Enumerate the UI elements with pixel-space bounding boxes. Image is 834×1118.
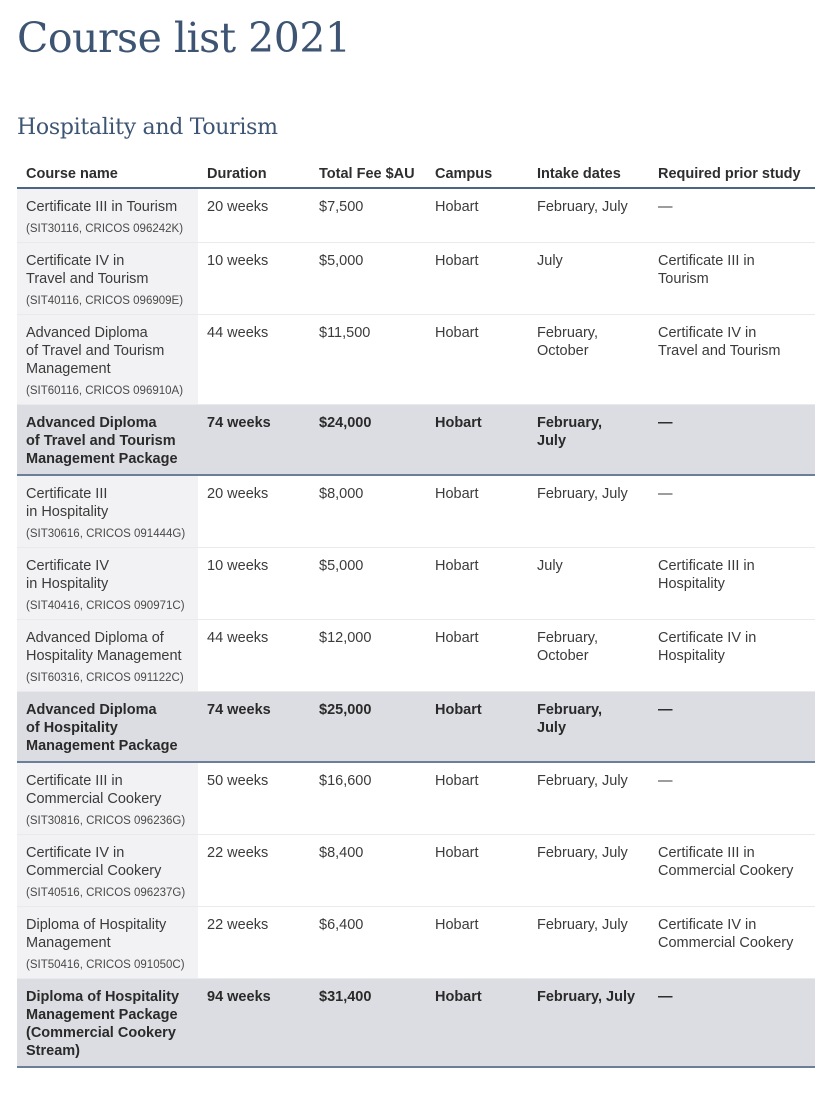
- campus-cell: Hobart: [426, 475, 528, 548]
- course-name: Certificate III in Hospitality: [26, 486, 109, 520]
- required-prior-study-cell: —: [649, 762, 815, 835]
- header-course-name: Course name: [17, 160, 198, 188]
- total-fee-cell: $16,600: [310, 762, 426, 835]
- total-fee-cell: $11,500: [310, 315, 426, 405]
- campus-cell: Hobart: [426, 692, 528, 763]
- course-name-cell: [17, 405, 198, 476]
- table-row: [17, 835, 815, 907]
- course-table: [17, 160, 815, 1068]
- course-name: Certificate III in Tourism: [26, 199, 178, 215]
- duration-cell: 20 weeks: [198, 188, 310, 243]
- campus-cell: Hobart: [426, 762, 528, 835]
- duration-cell: 74 weeks: [198, 692, 310, 763]
- header-total-fee: Total Fee $AU: [310, 160, 426, 188]
- intake-dates-cell: February, July: [528, 188, 649, 243]
- required-prior-study-cell: —: [649, 188, 815, 243]
- total-fee-cell: $5,000: [310, 548, 426, 620]
- intake-dates-cell: July: [528, 548, 649, 620]
- course-name-cell: [17, 692, 198, 763]
- duration-cell: 22 weeks: [198, 907, 310, 979]
- course-name-cell: [17, 762, 198, 835]
- campus-cell: Hobart: [426, 907, 528, 979]
- intake-dates-cell: February, July: [528, 762, 649, 835]
- package-row: [17, 979, 815, 1068]
- course-name-cell: [17, 315, 198, 405]
- total-fee-cell: $8,000: [310, 475, 426, 548]
- campus-cell: Hobart: [426, 405, 528, 476]
- required-prior-study-cell: Certificate III in Hospitality: [649, 548, 815, 620]
- course-name: Certificate III in Commercial Cookery: [26, 773, 162, 807]
- campus-cell: Hobart: [426, 188, 528, 243]
- header-intake-dates: Intake dates: [528, 160, 649, 188]
- campus-cell: Hobart: [426, 620, 528, 692]
- duration-cell: 44 weeks: [198, 315, 310, 405]
- table-row: [17, 548, 815, 620]
- header-required-prior-study: Required prior study: [649, 160, 815, 188]
- table-row: [17, 762, 815, 835]
- table-header-row: [17, 160, 815, 188]
- course-name-cell: [17, 907, 198, 979]
- required-prior-study-cell: —: [649, 405, 815, 476]
- course-code: (SIT30816, CRICOS 096236G): [26, 815, 186, 827]
- intake-dates-cell: February, July: [528, 475, 649, 548]
- intake-dates-cell: February, July: [528, 835, 649, 907]
- intake-dates-cell: February, July: [528, 405, 649, 476]
- intake-dates-cell: February, July: [528, 692, 649, 763]
- duration-cell: 20 weeks: [198, 475, 310, 548]
- duration-cell: 94 weeks: [198, 979, 310, 1068]
- required-prior-study-cell: Certificate IV in Commercial Cookery: [649, 907, 815, 979]
- course-code: (SIT40516, CRICOS 096237G): [26, 887, 186, 899]
- total-fee-cell: $31,400: [310, 979, 426, 1068]
- required-prior-study-cell: Certificate IV in Travel and Tourism: [649, 315, 815, 405]
- required-prior-study-cell: Certificate IV in Hospitality: [649, 620, 815, 692]
- intake-dates-cell: February, October: [528, 620, 649, 692]
- required-prior-study-cell: —: [649, 979, 815, 1068]
- intake-dates-cell: February, July: [528, 979, 649, 1068]
- campus-cell: Hobart: [426, 979, 528, 1068]
- course-name-cell: [17, 188, 198, 243]
- course-name-cell: [17, 620, 198, 692]
- course-code: (SIT50416, CRICOS 091050C): [26, 959, 185, 971]
- duration-cell: 22 weeks: [198, 835, 310, 907]
- course-code: (SIT30116, CRICOS 096242K): [26, 223, 184, 235]
- duration-cell: 10 weeks: [198, 548, 310, 620]
- intake-dates-cell: February, October: [528, 315, 649, 405]
- total-fee-cell: $8,400: [310, 835, 426, 907]
- course-name-cell: [17, 243, 198, 315]
- package-row: [17, 692, 815, 763]
- course-code: (SIT30616, CRICOS 091444G): [26, 528, 186, 540]
- page-title: Course list 2021: [17, 14, 351, 62]
- total-fee-cell: $7,500: [310, 188, 426, 243]
- table-body: [17, 188, 815, 1067]
- package-row: [17, 405, 815, 476]
- course-name: Advanced Diploma of Travel and Tourism Management Package: [26, 415, 178, 467]
- required-prior-study-cell: —: [649, 692, 815, 763]
- course-name: Advanced Diploma of Hospitality Management Package: [26, 702, 178, 754]
- course-name: Advanced Diploma of Hospitality Management: [26, 630, 182, 664]
- total-fee-cell: $6,400: [310, 907, 426, 979]
- total-fee-cell: $12,000: [310, 620, 426, 692]
- course-name-cell: [17, 475, 198, 548]
- intake-dates-cell: February, July: [528, 907, 649, 979]
- course-name: Diploma of Hospitality Management Package (Commercial Cookery Stream): [26, 989, 180, 1059]
- duration-cell: 44 weeks: [198, 620, 310, 692]
- course-name: Certificate IV in Travel and Tourism: [26, 253, 149, 287]
- table-row: [17, 243, 815, 315]
- campus-cell: Hobart: [426, 243, 528, 315]
- course-name-cell: [17, 835, 198, 907]
- section-title: Hospitality and Tourism: [17, 115, 278, 140]
- required-prior-study-cell: Certificate III in Commercial Cookery: [649, 835, 815, 907]
- course-code: (SIT40416, CRICOS 090971C): [26, 600, 185, 612]
- duration-cell: 74 weeks: [198, 405, 310, 476]
- required-prior-study-cell: —: [649, 475, 815, 548]
- duration-cell: 50 weeks: [198, 762, 310, 835]
- total-fee-cell: $24,000: [310, 405, 426, 476]
- required-prior-study-cell: Certificate III in Tourism: [649, 243, 815, 315]
- table-row: [17, 475, 815, 548]
- course-code: (SIT60116, CRICOS 096910A): [26, 385, 184, 397]
- course-name-cell: [17, 548, 198, 620]
- header-campus: Campus: [426, 160, 528, 188]
- course-name-cell: [17, 979, 198, 1068]
- campus-cell: Hobart: [426, 315, 528, 405]
- table-row: [17, 188, 815, 243]
- header-duration: Duration: [198, 160, 310, 188]
- course-name: Certificate IV in Hospitality: [26, 558, 109, 592]
- course-name: Diploma of Hospitality Management: [26, 917, 167, 951]
- course-code: (SIT40116, CRICOS 096909E): [26, 295, 184, 307]
- table-row: [17, 620, 815, 692]
- table-row: [17, 315, 815, 405]
- total-fee-cell: $25,000: [310, 692, 426, 763]
- duration-cell: 10 weeks: [198, 243, 310, 315]
- campus-cell: Hobart: [426, 548, 528, 620]
- campus-cell: Hobart: [426, 835, 528, 907]
- total-fee-cell: $5,000: [310, 243, 426, 315]
- intake-dates-cell: July: [528, 243, 649, 315]
- course-name: Advanced Diploma of Travel and Tourism Management: [26, 325, 165, 377]
- course-name: Certificate IV in Commercial Cookery: [26, 845, 162, 879]
- table-row: [17, 907, 815, 979]
- course-code: (SIT60316, CRICOS 091122C): [26, 672, 184, 684]
